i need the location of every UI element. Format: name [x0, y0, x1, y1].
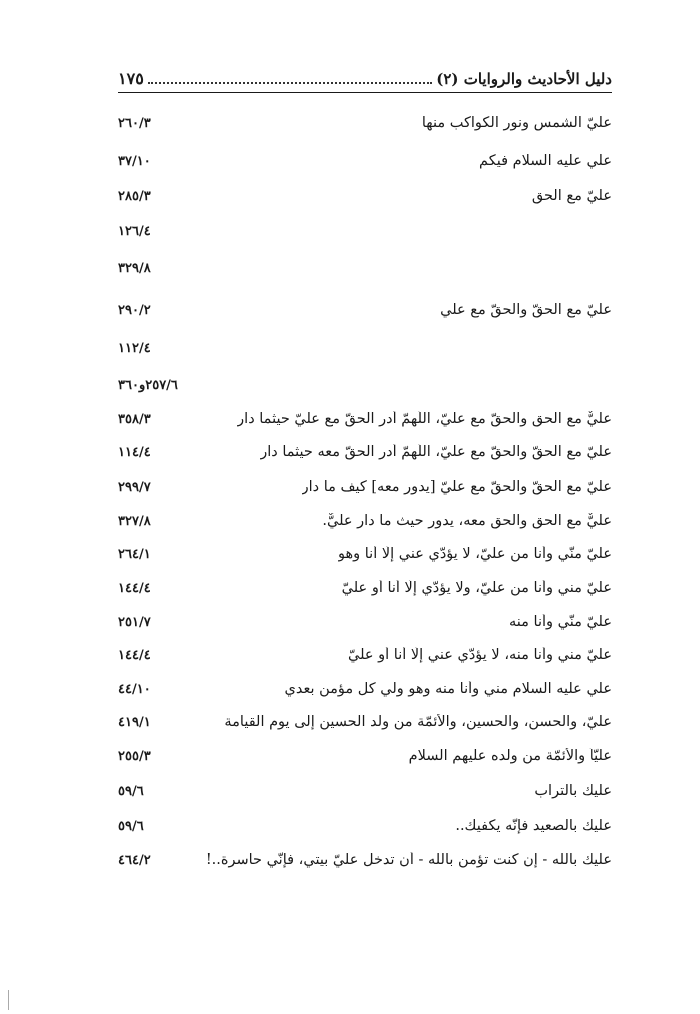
- entry-reference: ٣٧/١٠: [118, 153, 151, 169]
- entry-text: عليٌّ مع الحق والحقّ مع عليّ، اللّهمّ أدر الحقّ مع عليّ حيثما دار: [237, 411, 612, 427]
- list-item: [118, 640, 612, 670]
- entry-reference: ٣٥٨/٣: [118, 411, 151, 427]
- entry-text: عليّاً والأئمّة من ولده عليهم السلام: [408, 748, 612, 764]
- list-item: [118, 539, 612, 569]
- list-item: [118, 437, 612, 467]
- entry-reference: ٤٦٤/٢: [118, 852, 151, 868]
- list-item: [118, 674, 612, 704]
- entry-reference: ٢٦٠/٣: [118, 115, 151, 131]
- entry-text: عليك بالله - إن كنت تؤمن بالله - أن تدخل عليّ بيتي، فإنّي حاسرة..!: [205, 852, 612, 868]
- entry-text: عليّ منّي وأنا منه: [509, 614, 612, 630]
- entry-text: عليّ مني وأنا منه، لا يؤدّي عني إلّا أنا أو عليّ: [347, 647, 612, 663]
- entry-reference: ٢٨٥/٣: [118, 188, 151, 204]
- list-item: [118, 472, 612, 502]
- entry-reference: ٤١٩/١: [118, 714, 151, 730]
- entry-text: عليّ الشمس ونور الكواكب منها: [421, 115, 612, 131]
- list-item: [118, 573, 612, 603]
- running-title: دليل الأحاديث والروايات (٢): [436, 70, 612, 88]
- entry-reference: ١١٤/٤: [118, 444, 151, 460]
- entry-text: عليّ، والحسن، والحسين، والأئمّة من ولد الحسين إلى يوم القيامة: [224, 714, 612, 730]
- entry-reference: ١١٢/٤: [118, 340, 151, 356]
- entry-reference: ٥٩/٦: [118, 783, 144, 799]
- list-item: [118, 181, 612, 211]
- entry-reference: ٤٤/١٠: [118, 681, 151, 697]
- entry-text: عليك بالصعيد فإنّه يكفيك..: [455, 818, 612, 834]
- entry-reference: ٢٦٤/١: [118, 546, 151, 562]
- entry-text: عليّ مع الحقّ والحقّ مع عليّ، اللّهمّ أدر الحقّ معه حيثما دار: [260, 444, 612, 460]
- entry-text: علي عليه السلام مني وأنا منه وهو ولي كل مؤمن بعدي: [284, 681, 612, 697]
- entry-text: عليّ مع الحقّ والحقّ مع عليّ [يدور معه] كيف ما دار: [301, 479, 612, 495]
- entry-text: عليّ مني وأنا من عليّ، ولا يؤدّي إلّا أنا أو عليّ: [341, 580, 612, 596]
- entry-text: عليٌّ مع الحق والحق معه، يدور حيث ما دار عليٌّ.: [322, 513, 612, 529]
- list-item: [118, 108, 612, 138]
- list-item: [118, 707, 612, 737]
- list-item: [118, 146, 612, 176]
- list-item: [118, 253, 612, 283]
- entry-reference: ١٤٤/٤: [118, 647, 151, 663]
- entry-reference: ٥٩/٦: [118, 818, 144, 834]
- entry-reference: ٢٥١/٧: [118, 614, 151, 630]
- list-item: [118, 506, 612, 536]
- entry-reference: ٣٢٧/٨: [118, 513, 151, 529]
- list-item: [118, 370, 612, 400]
- entry-reference: ٢٥٧/٦و٣٦٠: [118, 377, 178, 393]
- entry-text: علي عليه السلام فيكم: [479, 153, 612, 169]
- entry-text: عليّ مع الحق: [531, 188, 612, 204]
- entry-text: عليّ مع الحقّ والحقّ مع علي: [440, 302, 612, 318]
- entry-reference: ٢٩٩/٧: [118, 479, 151, 495]
- list-item: [118, 741, 612, 771]
- list-item: [118, 216, 612, 246]
- list-item: [118, 607, 612, 637]
- leader-dots: [148, 81, 432, 84]
- list-item: [118, 776, 612, 806]
- list-item: [118, 333, 612, 363]
- list-item: [118, 404, 612, 434]
- entry-reference: ٢٥٥/٣: [118, 748, 151, 764]
- list-item: [118, 295, 612, 325]
- entry-reference: ٣٢٩/٨: [118, 260, 151, 276]
- page-edge-mark: [8, 990, 9, 1010]
- list-item: [118, 811, 612, 841]
- entry-reference: ١٤٤/٤: [118, 580, 151, 596]
- entry-reference: ١٢٦/٤: [118, 223, 151, 239]
- entry-text: عليّ منّي وأنا من عليّ، لا يؤدّي عني إلّا أنا وهو: [338, 546, 612, 562]
- page-number: ١٧٥: [118, 69, 144, 88]
- list-item: [118, 845, 612, 875]
- entry-reference: ٢٩٠/٢: [118, 302, 151, 318]
- entry-text: عليك بالتراب: [534, 783, 612, 799]
- page-header: [118, 62, 612, 93]
